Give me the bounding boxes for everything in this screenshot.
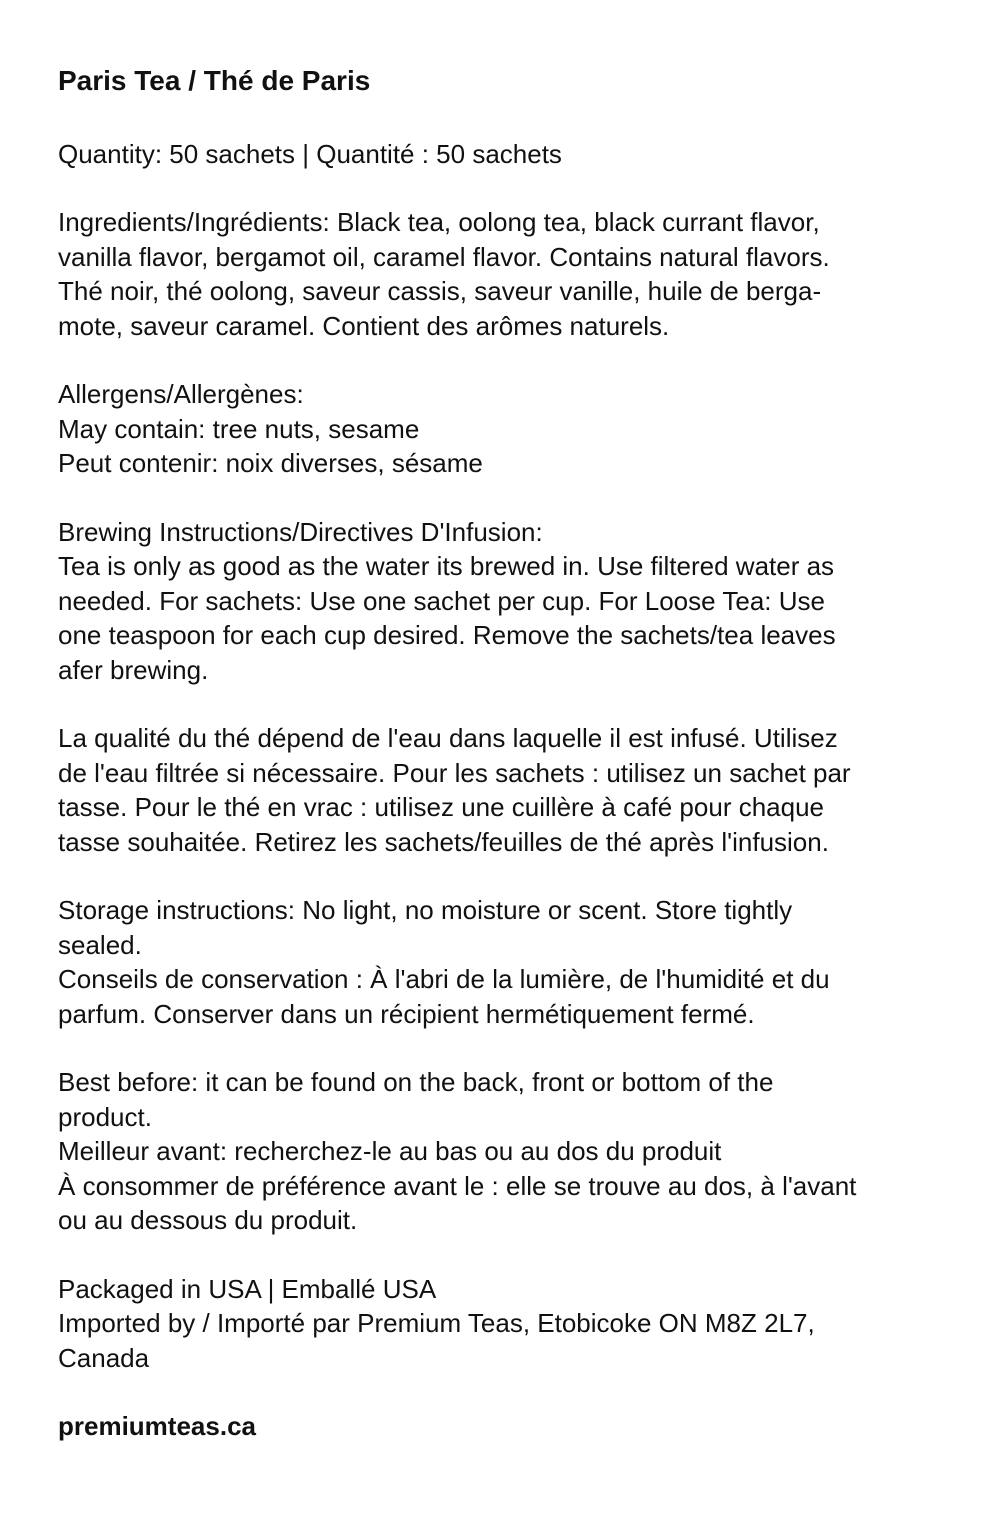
brewing-fr-line: de l'eau filtrée si nécessaire. Pour les sachets : utilisez un sachet par (58, 757, 851, 788)
brewing-line: afer brewing. (58, 654, 209, 685)
best-before-section (58, 1065, 958, 1238)
brewing-heading: Brewing Instructions/Directives D'Infusion: (58, 516, 543, 547)
ingredients-line: Ingredients/Ingrédients: Black tea, oolong tea, black currant flavor, (58, 207, 820, 237)
section-gap (58, 343, 958, 377)
allergens-section (58, 377, 958, 481)
allergens-line: Peut contenir: noix diverses, sésame (58, 448, 483, 478)
brewing-line: Tea is only as good as the water its brewed in. Use filtered water as (58, 551, 835, 581)
storage-line: sealed. (58, 929, 142, 960)
allergens-heading: Allergens/Allergènes: (58, 379, 304, 409)
ingredients-line: vanilla flavor, bergamot oil, caramel flavor. Contains natural flavors. (58, 241, 830, 272)
packaging-section (58, 1272, 958, 1376)
section-gap (58, 171, 958, 205)
quantity-line: Quantity: 50 sachets | Quantité : 50 sachets (58, 138, 562, 169)
brewing-fr-line: tasse souhaitée. Retirez les sachets/feuilles de thé après l'infusion. (58, 826, 829, 857)
ingredients-line: Thé noir, thé oolong, saveur cassis, saveur vanille, huile de berga- (58, 276, 822, 306)
brewing-line: needed. For sachets: Use one sachet per cup. For Loose Tea: Use (58, 585, 825, 616)
best-before-line: À consommer de préférence avant le : elle se trouve au dos, à l'avant (58, 1170, 857, 1201)
brewing-line: one teaspoon for each cup desired. Remove the sachets/tea leaves (58, 620, 836, 650)
brewing-fr-line: La qualité du thé dépend de l'eau dans laquelle il est infusé. Utilisez (58, 723, 838, 753)
brewing-fr-section (58, 721, 958, 859)
allergens-line: May contain: tree nuts, sesame (58, 413, 420, 444)
product-title: Paris Tea / Thé de Paris (58, 65, 371, 96)
importer-line: Imported by / Importé par Premium Teas, Etobicoke ON M8Z 2L7, (58, 1308, 815, 1338)
section-gap (58, 481, 958, 515)
section-gap (58, 687, 958, 721)
section-gap (58, 1238, 958, 1272)
section-gap (58, 1375, 958, 1409)
website-text: premiumteas.ca (58, 1411, 256, 1441)
storage-line: Conseils de conservation : À l'abri de la lumière, de l'humidité et du (58, 964, 830, 994)
best-before-line: ou au dessous du produit. (58, 1205, 358, 1235)
storage-section (58, 893, 958, 1031)
brewing-fr-line: tasse. Pour le thé en vrac : utilisez une cuillère à café pour chaque (58, 792, 824, 822)
product-label (58, 64, 958, 1444)
storage-line: Storage instructions: No light, no moisture or scent. Store tightly (58, 895, 793, 925)
best-before-line: Meilleur avant: recherchez-le au bas ou au dos du produit (58, 1136, 722, 1166)
ingredients-line: mote, saveur caramel. Contient des arômes naturels. (58, 310, 670, 341)
storage-line: parfum. Conserver dans un récipient hermétiquement fermé. (58, 998, 755, 1029)
section-gap (58, 1031, 958, 1065)
best-before-line: Best before: it can be found on the back, front or bottom of the (58, 1067, 774, 1097)
ingredients-section (58, 205, 958, 343)
section-gap (58, 859, 958, 893)
packaging-line: Packaged in USA | Emballé USA (58, 1273, 437, 1304)
importer-line: Canada (58, 1342, 150, 1373)
brewing-en-section (58, 515, 958, 688)
best-before-line: product. (58, 1101, 152, 1132)
